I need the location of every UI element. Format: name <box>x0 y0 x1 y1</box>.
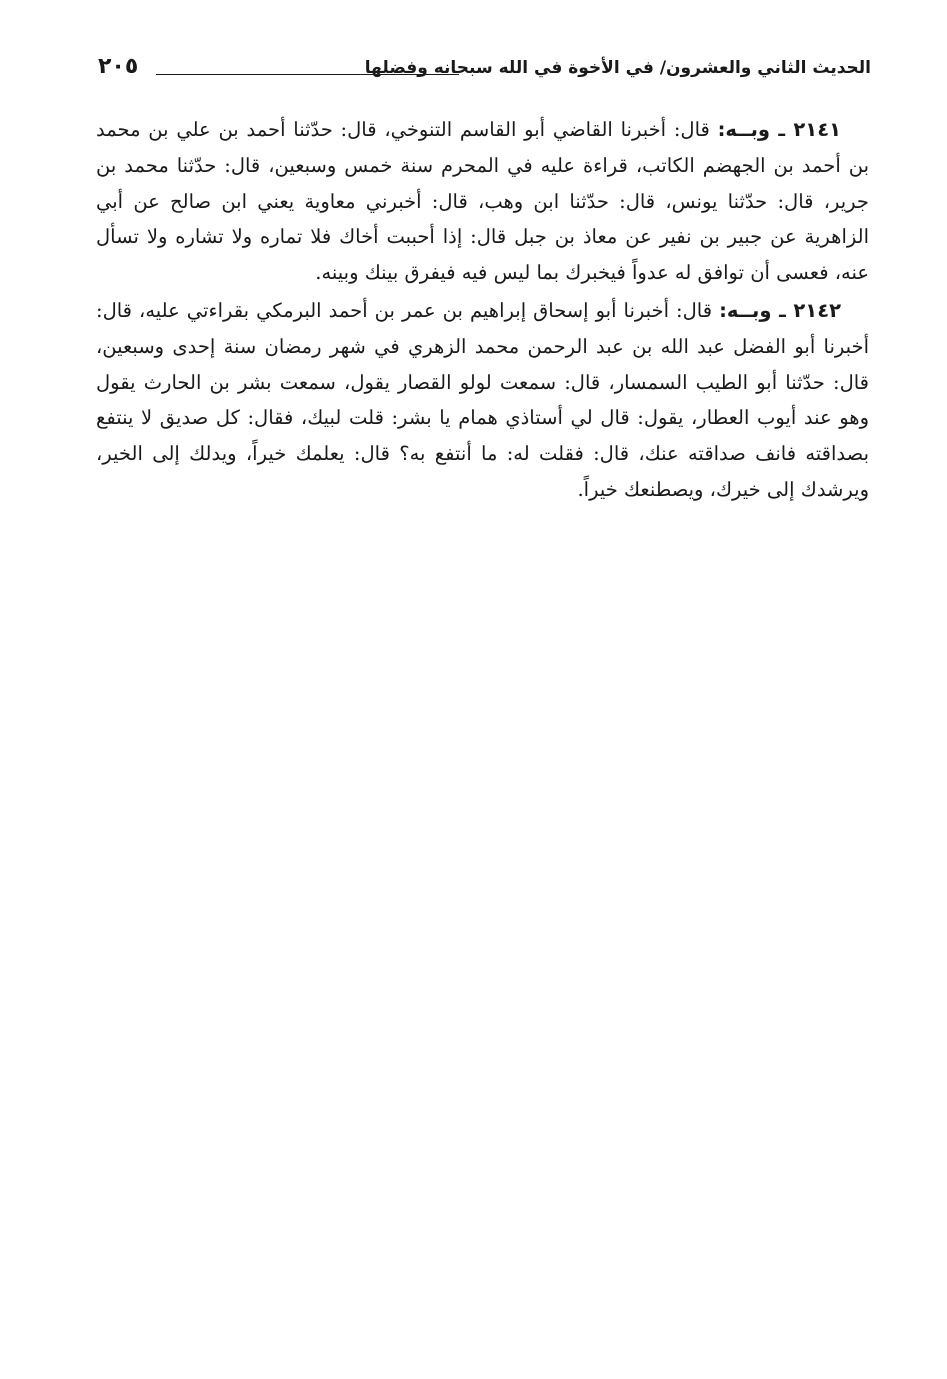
header-rule <box>156 74 459 75</box>
entry-text: قال: أخبرنا القاضي أبو القاسم التنوخي، قال: حدّثنا أحمد بن علي بن محمد بن أحمد بن الجهضم الكاتب، قراءة عليه في المحرم سنة خمس وسبعين، قال: حدّثنا محمد بن جرير، قال: حدّثنا يونس، قال: حدّثنا ابن وهب، قال: أخبرني معاوية يعني ابن صالح عن أبي الزاهرية عن جبير بن نفير عن معاذ بن جبل قال: إذا أحببت أخاك فلا تماره ولا تشاره ولا تسأل عنه، فعسى أن توافق له عدواً فيخبرك بما ليس فيه فيفرق بينك وبينه. <box>96 118 869 285</box>
running-title: الحديث الثاني والعشرون/ في الأخوة في الله سبحانه وفضلها <box>364 58 871 78</box>
entry-number: ٢١٤٢ ـ وبــه: <box>719 298 841 322</box>
page-number: ٢٠٥ <box>98 54 139 79</box>
entry-number: ٢١٤١ ـ وبــه: <box>717 118 842 141</box>
page-header <box>96 52 871 92</box>
entry-text: قال: أخبرنا أبو إسحاق إبراهيم بن عمر بن أحمد البرمكي بقراءتي عليه، قال: أخبرنا أبو الفضل عبد الله بن عبد الرحمن محمد الزهري في شهر رمضان سنة إحدى وسبعين، قال: حدّثنا أبو الطيب السمسار، قال: سمعت لولو القصار يقول، سمعت بشر بن الحارث يقول وهو عند أيوب العطار، يقول: قال لي أستاذي همام يا بشر: قلت لبيك، فقال: كل صديق لا ينتفع بصداقته فانف صداقته عنك، قال: فقلت له: ما أنتفع به؟ قال: يعلمك خيراً، ويدلك إلى الخير، ويرشدك إلى خيرك، ويصطنعك خيراً. <box>96 298 869 501</box>
hadith-entry-2142 <box>96 293 869 508</box>
page-body <box>96 112 869 508</box>
hadith-entry-2141 <box>96 112 869 291</box>
